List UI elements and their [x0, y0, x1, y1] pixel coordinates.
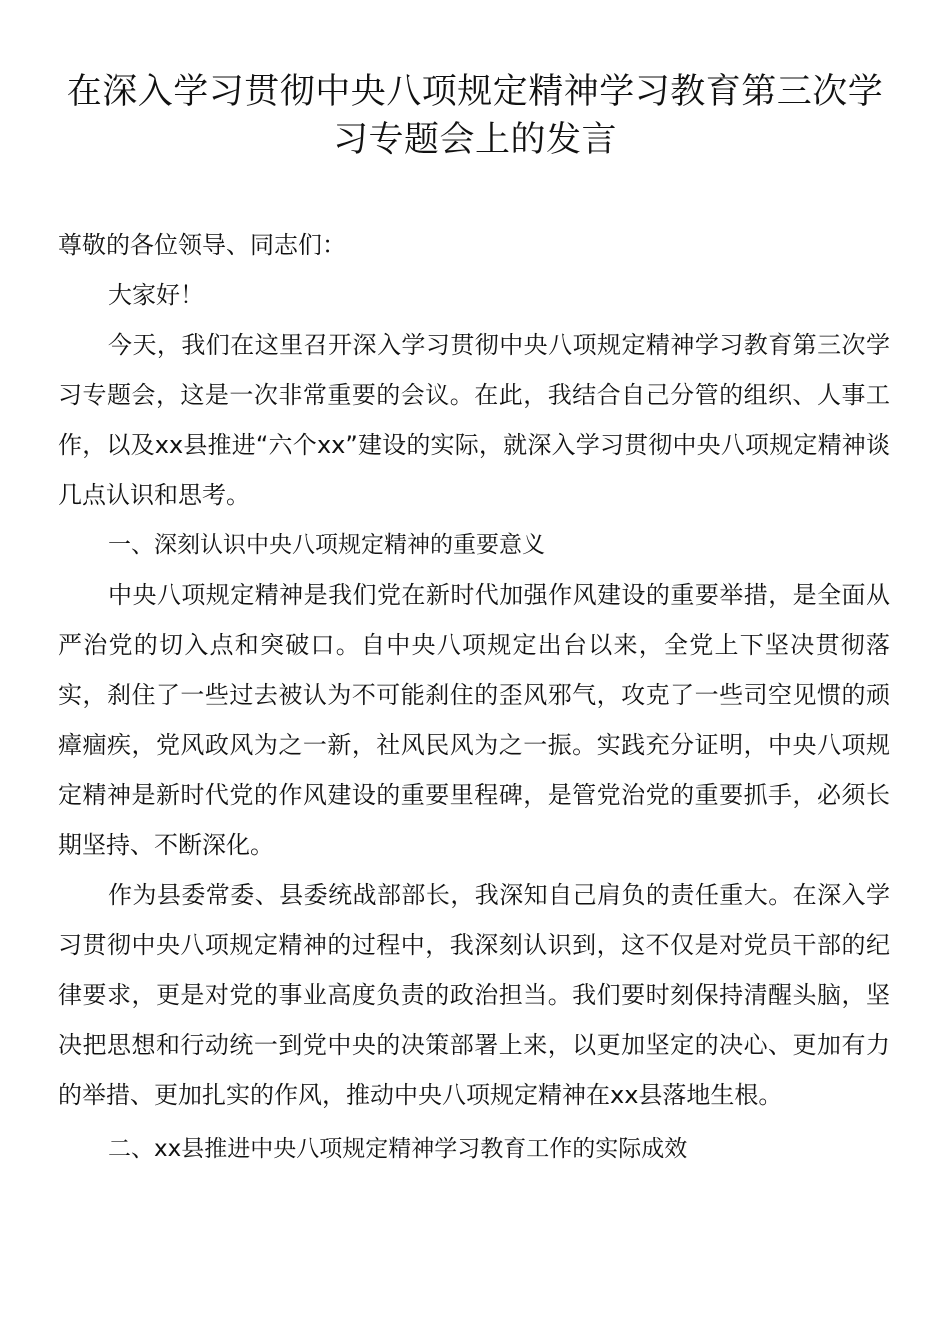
greeting: 大家好！: [108, 281, 204, 309]
section-heading-2: 二、xx县推进中央八项规定精神学习教育工作的实际成效: [108, 1136, 688, 1162]
paragraph-responsibility: 作为县委常委、县委统战部部长，我深知自己肩负的责任重大。在深入学习贯彻中央八项规定精神的过程中，我深刻认识到，这不仅是对党员干部的纪律要求，更是对党的事业高度负责的政治担当。我们要时刻保持清醒头脑，坚决把思想和行动统一到党中央的决策部署上来，以更加坚定的决心、更加有力的举措、更加扎实的作风，推动中央八项规定精神在xx县落地生根。: [58, 881, 890, 1109]
section-heading-1: 一、深刻认识中央八项规定精神的重要意义: [108, 532, 545, 558]
document-body: [58, 220, 890, 1174]
paragraph-intro: 今天，我们在这里召开深入学习贯彻中央八项规定精神学习教育第三次学习专题会，这是一次非常重要的会议。在此，我结合自己分管的组织、人事工作，以及xx县推进“六个xx”建设的实际，就深入学习贯彻中央八项规定精神谈几点认识和思考。: [58, 331, 890, 509]
paragraph-significance: 中央八项规定精神是我们党在新时代加强作风建设的重要举措，是全面从严治党的切入点和突破口。自中央八项规定出台以来，全党上下坚决贯彻落实，刹住了一些过去被认为不可能刹住的歪风邪气，攻克了一些司空见惯的顽瘴痼疾，党风政风为之一新，社风民风为之一振。实践充分证明，中央八项规定精神是新时代党的作风建设的重要里程碑，是管党治党的重要抓手，必须长期坚持、不断深化。: [58, 581, 890, 859]
document-title: 在深入学习贯彻中央八项规定精神学习教育第三次学习专题会上的发言: [66, 72, 884, 160]
salutation: 尊敬的各位领导、同志们：: [58, 231, 346, 259]
